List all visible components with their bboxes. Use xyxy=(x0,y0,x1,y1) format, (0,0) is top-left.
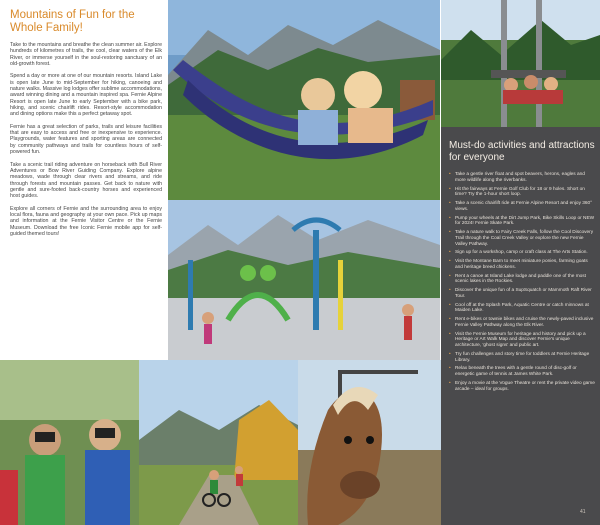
cyclists-photo xyxy=(139,360,298,525)
list-item: • Sign up for a workshop, camp or craft class at The Arts Station. xyxy=(449,250,595,256)
page-number: 41 xyxy=(580,509,586,515)
list-item: • Visit the Fernie Museum for heritage and history and pick up a Heritage or Art Walk Map and discover Fernie's unique architecture, 'ghost signs' and public art. xyxy=(449,332,595,349)
list-item: • Visit the Montane Barn to meet miniature ponies, farming goats and heritage breed chickens. xyxy=(449,259,595,271)
list-item: • Rent e-bikes or townie bikes and cruise the newly-paved inclusive Fernie Valley Pathway along the Elk River. xyxy=(449,317,595,329)
list-item: • Take a scenic chairlift ride at Fernie Alpine Resort and enjoy 360° views. xyxy=(449,201,595,213)
list-item: • Relax beneath the trees with a gentle round of disc-golf or energetic game of tennis at James White Park. xyxy=(449,366,595,378)
activities-list xyxy=(449,172,595,395)
list-item: • Take a nature walk to Fairy Creek Falls, follow the Cool Discovery Trail through the Coal Creek Valley or explore the new Fernie Valley Pathway. xyxy=(449,230,595,247)
intro-paragraph: Spend a day or more at one of our mountain resorts. Island Lake is open late June to mid-September for hiking, canoeing and nature walks. Massive log lodges offer sublime accommodations, award winning dining and a mountain inspired spa. Fernie Alpine Resort is open late June to early September with a bike park, hiking, and scenic chairlift rides. Resort-style accommodation and dining options make this a perfect getaway spot. xyxy=(10,73,162,118)
list-item: • Try fun challenges and story time for toddlers at Fernie Heritage Library. xyxy=(449,352,595,364)
list-item: • Discover the unique fun of a SupSquatch or Mammoth Raft River Tour. xyxy=(449,288,595,300)
list-item: • Cool off at the Splash Park, Aquatic Centre or catch minnows at Maiden Lake. xyxy=(449,303,595,315)
page-title: Mountains of Fun for the Whole Family! xyxy=(10,9,135,34)
list-item: • Take a gentle river float and spot beavers, herons, eagles and more wildlife along the riverbanks. xyxy=(449,172,595,184)
sidebar-title: Must-do activities and attractions for everyone xyxy=(449,140,595,163)
intro-paragraph: Fernie has a great selection of parks, trails and leisure facilities that are easy to access and free or inexpensive to experience. Playgrounds, water features and sporting areas are connected by community pathways and trails for countless hours of self-powered fun. xyxy=(10,123,162,156)
intro-paragraphs xyxy=(10,42,162,243)
binoculars-photo xyxy=(0,360,139,525)
hammock-photo xyxy=(168,0,440,200)
intro-column xyxy=(0,0,168,360)
intro-paragraph: Take to the mountains and breathe the clean summer air. Explore hundreds of kilometres of trails, the cool, clear waters of the Elk River, or immerse yourself in the soul-restoring sanctuary of an old-growth forest. xyxy=(10,42,162,68)
list-item: • Hit the fairways at Fernie Golf Club for 18 or 9 holes. Short on time? Try the 1-hour short loop. xyxy=(449,187,595,199)
intro-paragraph: Explore all corners of Fernie and the surrounding area to enjoy local flora, fauna and geography at your own pace. Pick up maps and information at the Fernie Visitor Centre or the Fernie Museum. Download the free Iconic Fernie mobile app for self-guided themed tours! xyxy=(10,205,162,237)
pony-photo xyxy=(298,360,441,525)
chairlift-photo xyxy=(441,0,600,127)
list-item: • Pump your wheels at the Dirt Jump Park, Bike Skills Loop or NEW for 2024! Fernie Skate Park. xyxy=(449,216,595,228)
must-do-sidebar xyxy=(441,127,600,525)
intro-paragraph: Take a scenic trail riding adventure on horseback with Bull River Adventures or Bow River Guiding Company. Explore alpine meadows, wade through clear rivers and streams, and ride through forests and mountain passes. Get back to nature with gentle and sure-footed back-country horses and experienced host guides. xyxy=(10,161,162,200)
splash-park-photo xyxy=(168,200,440,360)
list-item: • Enjoy a movie at the Vogue Theatre or rent the private video game arcade – ideal for groups. xyxy=(449,381,595,393)
list-item: • Rent a canoe at Island Lake lodge and paddle one of the most scenic lakes in the Rockies. xyxy=(449,274,595,286)
